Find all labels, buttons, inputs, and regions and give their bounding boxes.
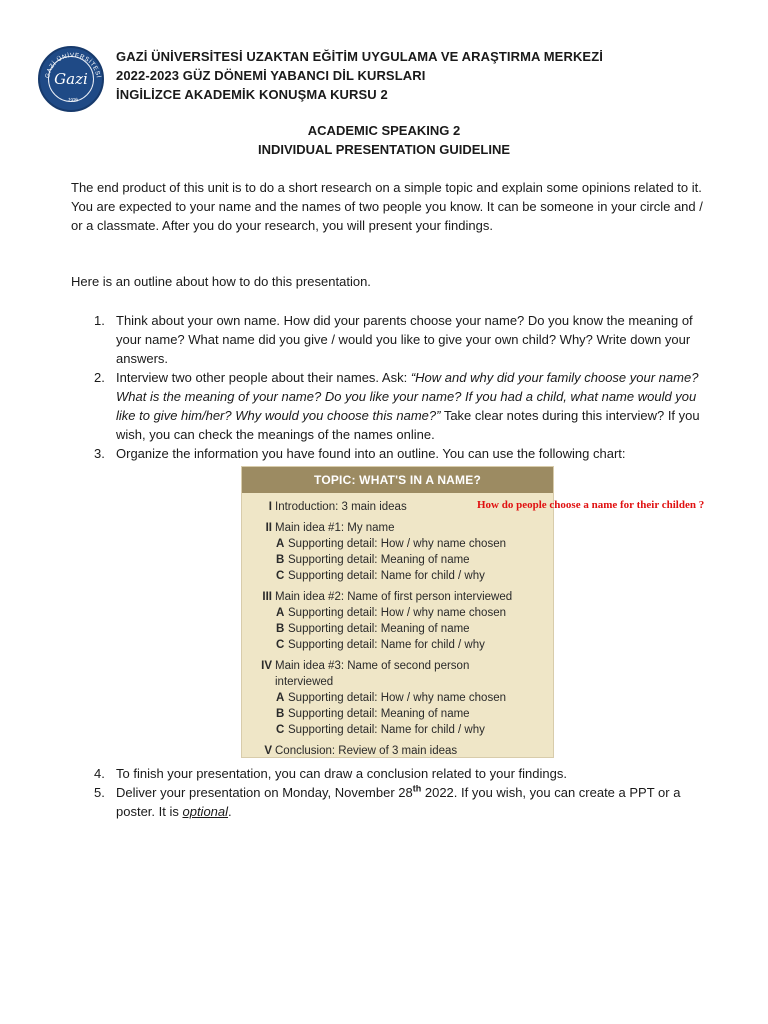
chart-row: [242, 520, 553, 536]
chart-row: [242, 536, 553, 552]
chart-detail-letter: B: [276, 708, 285, 720]
chart-roman-numeral: III: [262, 591, 272, 603]
step-number: 3.: [94, 446, 105, 461]
step-number: 1.: [94, 313, 105, 328]
chart-detail-letter: C: [276, 639, 285, 651]
step-number: 2.: [94, 370, 105, 385]
chart-row: [242, 621, 553, 637]
chart-supporting-detail: Supporting detail: Meaning of name: [288, 623, 470, 635]
chart-detail-letter: B: [276, 554, 285, 566]
chart-supporting-detail: Supporting detail: Name for child / why: [288, 570, 485, 582]
step-item-2: [71, 368, 711, 444]
chart-supporting-detail: Supporting detail: How / why name chosen: [288, 692, 506, 704]
chart-row: [242, 743, 553, 759]
chart-row: [242, 722, 553, 738]
steps-list-top: [71, 311, 711, 463]
chart-detail-letter: C: [276, 724, 285, 736]
chart-supporting-detail: Supporting detail: Name for child / why: [288, 639, 485, 651]
logo-arc-text: GAZİ ÜNİVERSİTESİ: [44, 51, 102, 79]
step-number: 4.: [94, 766, 105, 781]
chart-row: [242, 605, 553, 621]
chart-main-idea: Main idea #2: Name of first person interviewed: [275, 591, 513, 603]
chart-row: [242, 690, 553, 706]
header-line-1: GAZİ ÜNİVERSİTESİ UZAKTAN EĞİTİM UYGULAMA VE ARAŞTIRMA MERKEZİ: [116, 49, 603, 64]
title-line-1: ACADEMIC SPEAKING 2: [307, 123, 461, 138]
step-item-5: [71, 783, 711, 821]
outline-note: Here is an outline about how to do this presentation.: [71, 274, 371, 289]
steps-list-bottom: [71, 764, 711, 821]
chart-supporting-detail: Supporting detail: Meaning of name: [288, 554, 470, 566]
institution-header: [116, 47, 603, 104]
step-item-4: [71, 764, 711, 783]
chart-main-idea: Main idea #3: Name of second person: [275, 660, 470, 672]
chart-roman-numeral: II: [265, 522, 272, 534]
chart-rows: [242, 493, 553, 759]
step-number: 5.: [94, 785, 105, 800]
chart-detail-letter: A: [276, 692, 285, 704]
chart-supporting-detail: Supporting detail: How / why name chosen: [288, 538, 506, 550]
title-line-2: INDIVIDUAL PRESENTATION GUIDELINE: [257, 142, 511, 157]
chart-detail-letter: B: [276, 623, 285, 635]
chart-detail-letter: C: [276, 570, 285, 582]
handwritten-annotation: How do people choose a name for their childen ?: [477, 499, 705, 511]
step-item-3: [71, 444, 711, 463]
chart-roman-numeral: I: [268, 501, 272, 513]
chart-main-idea: Conclusion: Review of 3 main ideas: [275, 745, 458, 757]
chart-row: [242, 637, 553, 653]
chart-detail-letter: A: [276, 538, 285, 550]
header-line-2: 2022-2023 GÜZ DÖNEMİ YABANCI DİL KURSLARI: [116, 68, 426, 83]
step-text: Organize the information you have found into an outline. You can use the following chart:: [116, 446, 626, 461]
chart-row: [242, 552, 553, 568]
step-text: Think about your own name. How did your parents choose your name? Do you know the meaning of your name? What name did you give / would you like to give your own child? Why? Write down your answers.: [116, 313, 693, 366]
step-text-mid: 2022. If you wish, you can create a PPT or a poster. It is: [116, 785, 681, 819]
step-text-tail: .: [228, 804, 232, 819]
chart-roman-numeral: V: [264, 745, 272, 757]
document-title: [0, 121, 768, 159]
chart-main-idea-continued: interviewed: [275, 676, 334, 688]
chart-detail-letter: A: [276, 607, 285, 619]
chart-row-continuation: [242, 674, 553, 690]
chart-row: [242, 658, 553, 674]
chart-row: [242, 589, 553, 605]
chart-row: [242, 568, 553, 584]
chart-supporting-detail: Supporting detail: How / why name chosen: [288, 607, 506, 619]
chart-supporting-detail: Supporting detail: Meaning of name: [288, 708, 470, 720]
chart-main-idea: Introduction: 3 main ideas: [275, 501, 407, 513]
step-text-lead: Deliver your presentation on Monday, November 28: [116, 785, 413, 800]
university-logo: [38, 46, 104, 112]
chart-row: [242, 706, 553, 722]
optional-emphasis: optional: [182, 804, 229, 819]
logo-year-text: 1926: [67, 97, 79, 104]
interview-questions: “How and why did your family choose your name? What is the meaning of your name? Do you like your name? If you had a child, what name would you like to give him/her? Why would you choose this name?”: [116, 370, 699, 423]
header-line-3: İNGİLİZCE AKADEMİK KONUŞMA KURSU 2: [116, 87, 388, 102]
step-text-tail: Take clear notes during this interview? If you wish, you can check the meanings of the names online.: [116, 408, 700, 442]
intro-paragraph: The end product of this unit is to do a short research on a simple topic and explain some opinions related to it. You are expected to your name and the names of two people you know. It can be someone in your circle and / or a classmate. After you do your research, you will present your findings.: [71, 180, 703, 233]
chart-roman-numeral: IV: [261, 660, 272, 672]
chart-supporting-detail: Supporting detail: Name for child / why: [288, 724, 485, 736]
chart-title: TOPIC: WHAT'S IN A NAME?: [242, 467, 553, 493]
step-text: To finish your presentation, you can draw a conclusion related to your findings.: [116, 766, 567, 781]
date-superscript: th: [412, 783, 422, 794]
chart-main-idea: Main idea #1: My name: [275, 522, 395, 534]
step-item-1: [71, 311, 711, 368]
step-text-lead: Interview two other people about their names. Ask:: [116, 370, 411, 385]
logo-monogram: Gazi: [54, 70, 88, 88]
